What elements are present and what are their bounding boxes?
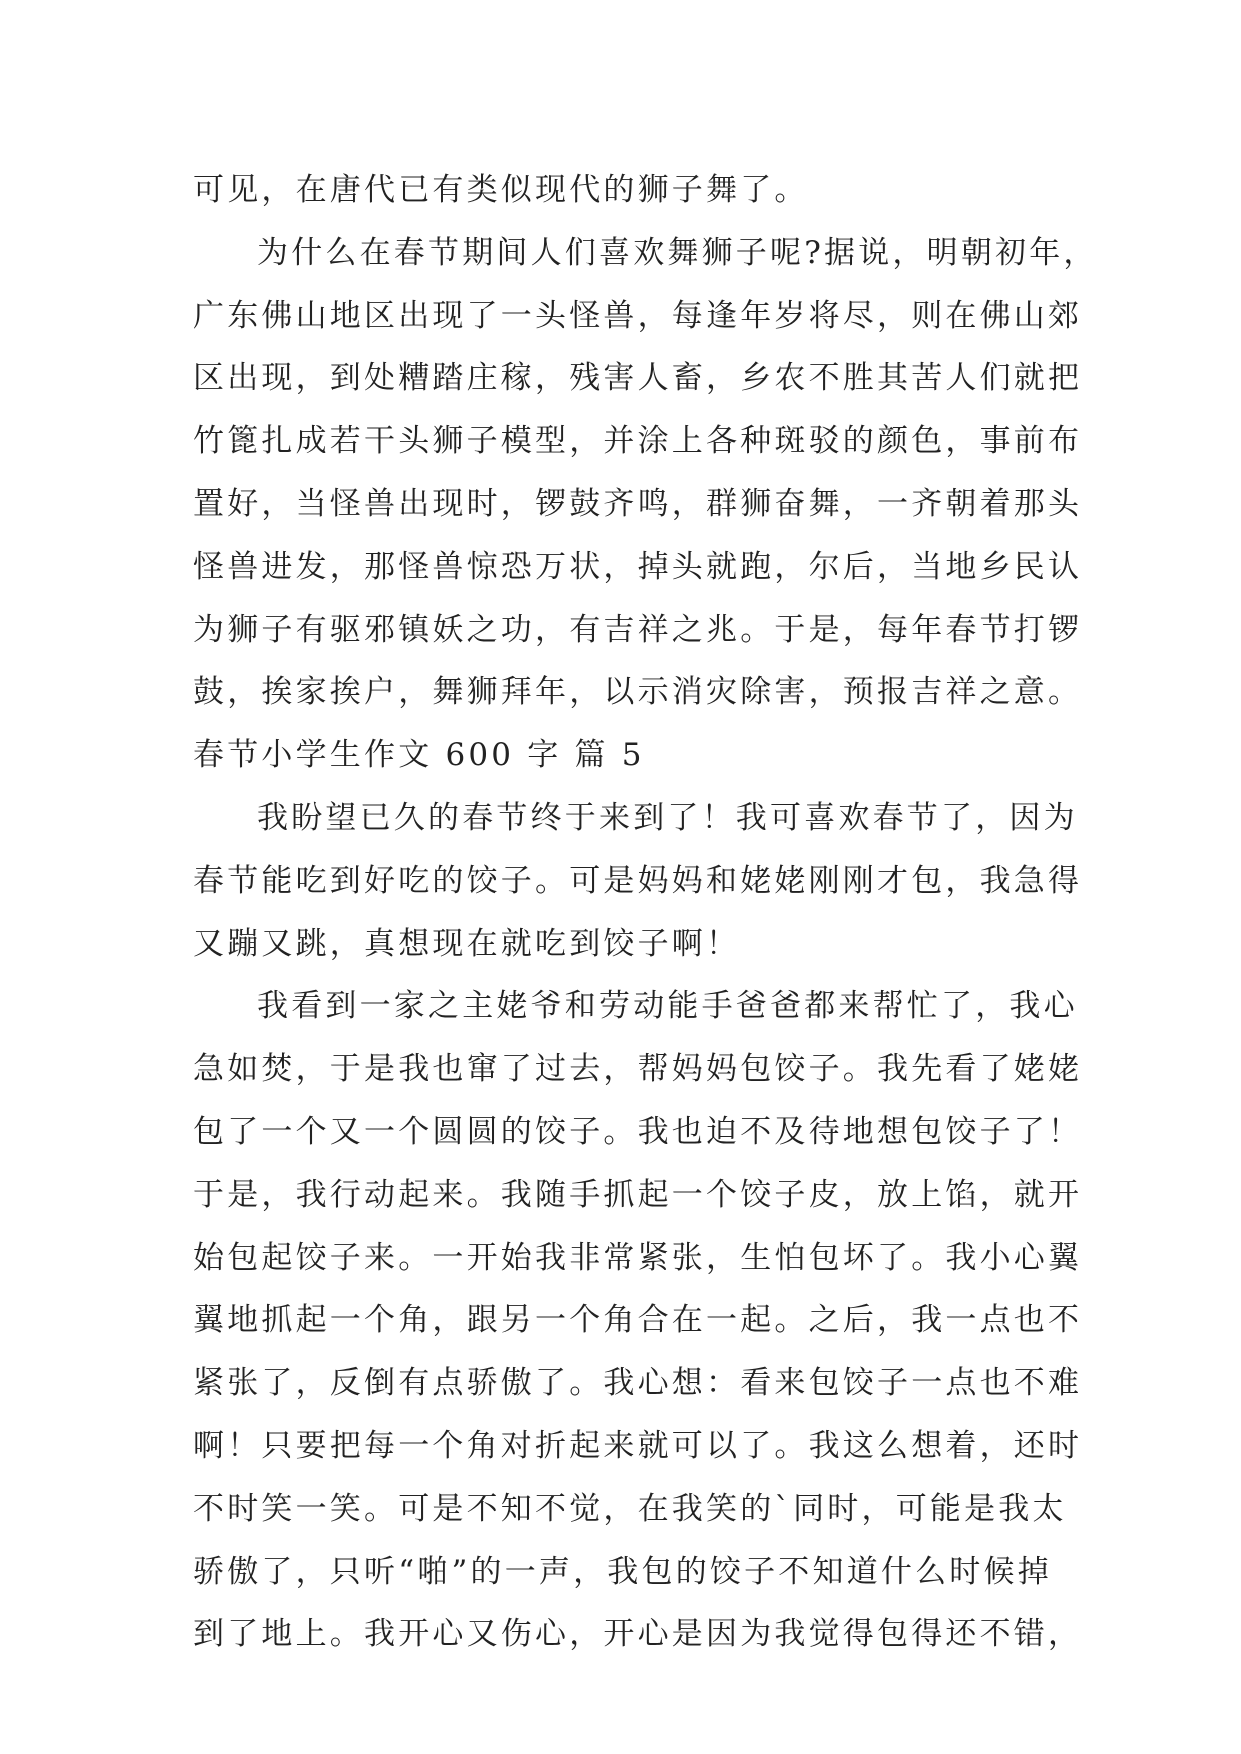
- text-line: 骄傲了，只听“啪”的一声，我包的饺子不知道什么时候掉: [193, 1553, 1052, 1590]
- text-line: 到了地上。我开心又伤心，开心是因为我觉得包得还不错，: [193, 1616, 1083, 1653]
- text-line: 翼地抓起一个角，跟另一个角合在一起。之后，我一点也不: [193, 1302, 1083, 1339]
- text-line: 不时笑一笑。可是不知不觉，在我笑的`同时，可能是我太: [193, 1490, 1067, 1527]
- text-line: 鼓，挨家挨户，舞狮拜年，以示消灾除害，预报吉祥之意。: [193, 674, 1083, 711]
- text-line: 包了一个又一个圆圆的饺子。我也迫不及待地想包饺子了！: [193, 1113, 1083, 1150]
- text-line: 区出现，到处糟踏庄稼，残害人畜，乡农不胜其苦人们就把: [193, 360, 1083, 397]
- text-line: 为狮子有驱邪镇妖之功，有吉祥之兆。于是，每年春节打锣: [193, 611, 1083, 648]
- paragraph-first-line: 我盼望已久的春节终于来到了！我可喜欢春节了，因为: [257, 799, 1078, 836]
- paragraph-first-line: 我看到一家之主姥爷和劳动能手爸爸都来帮忙了，我心: [257, 988, 1078, 1025]
- section-heading: 春节小学生作文 600 字 篇 5: [193, 737, 645, 774]
- text-line: 竹篦扎成若干头狮子模型，并涂上各种斑驳的颜色，事前布: [193, 423, 1083, 460]
- text-line: 春节能吃到好吃的饺子。可是妈妈和姥姥刚刚才包，我急得: [193, 862, 1083, 899]
- document-body: [193, 159, 1098, 1666]
- text-line: 于是，我行动起来。我随手抓起一个饺子皮，放上馅，就开: [193, 1176, 1083, 1213]
- text-line: 急如焚，于是我也窜了过去，帮妈妈包饺子。我先看了姥姥: [193, 1051, 1083, 1088]
- text-line: 置好，当怪兽出现时，锣鼓齐鸣，群狮奋舞，一齐朝着那头: [193, 485, 1083, 522]
- text-line: 又蹦又跳，真想现在就吃到饺子啊！: [193, 925, 741, 962]
- text-line: 紧张了，反倒有点骄傲了。我心想：看来包饺子一点也不难: [193, 1365, 1083, 1402]
- text-line: 广东佛山地区出现了一头怪兽，每逢年岁将尽，则在佛山郊: [193, 297, 1083, 334]
- text-line: 可见，在唐代已有类似现代的狮子舞了。: [193, 172, 809, 208]
- paragraph-first-line: 为什么在春节期间人们喜欢舞狮子呢?据说，明朝初年，: [257, 234, 1098, 271]
- text-line: 始包起饺子来。一开始我非常紧张，生怕包坏了。我小心翼: [193, 1239, 1083, 1276]
- text-line: 怪兽进发，那怪兽惊恐万状，掉头就跑，尔后，当地乡民认: [193, 548, 1083, 585]
- text-line: 啊！只要把每一个角对折起来就可以了。我这么想着，还时: [193, 1427, 1083, 1464]
